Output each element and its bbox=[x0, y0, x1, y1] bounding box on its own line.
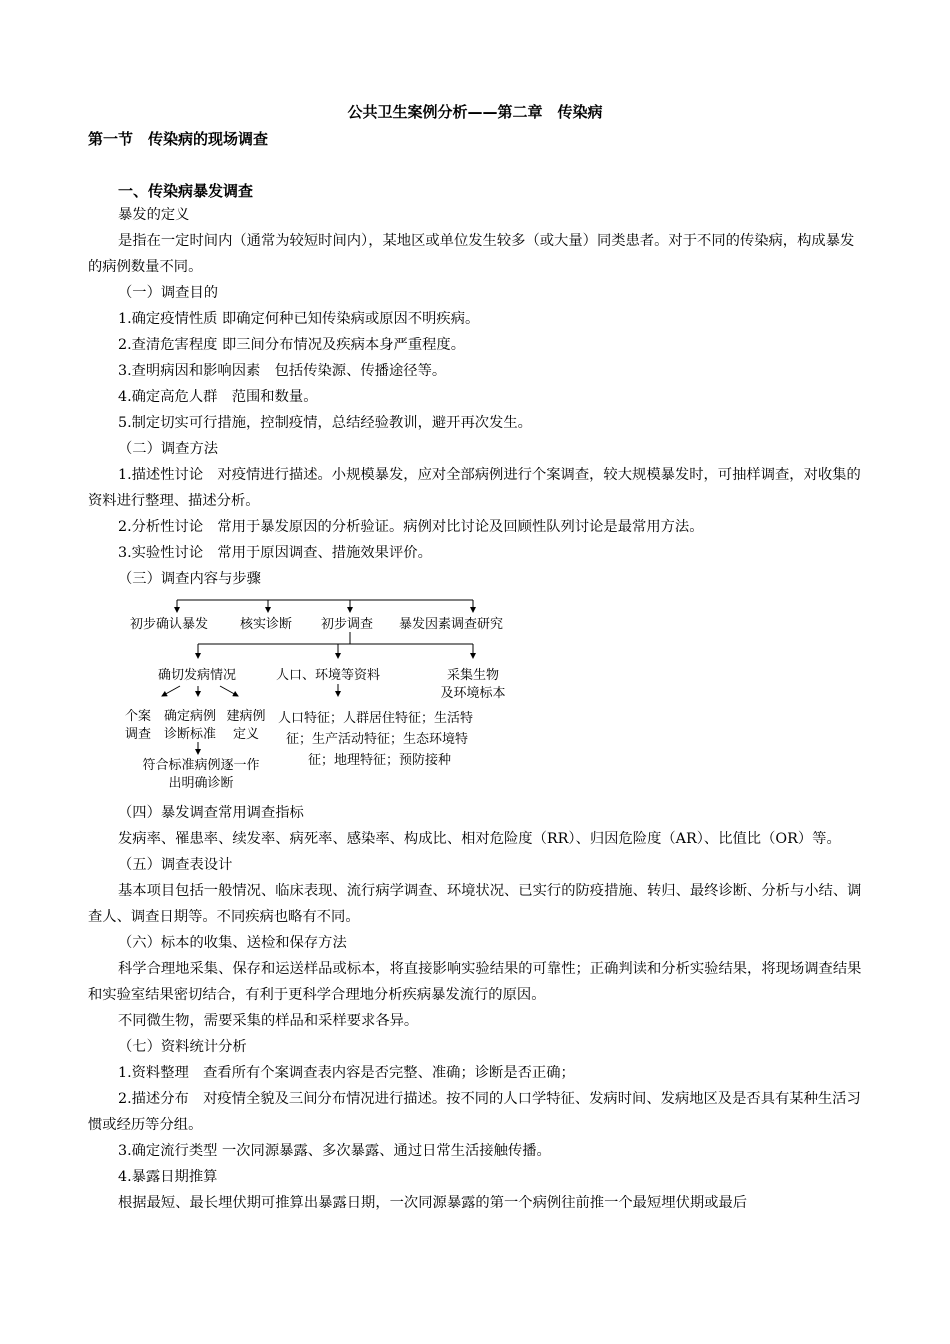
text-block-2 bbox=[88, 800, 863, 1216]
subheading: （六）标本的收集、送检和保存方法 bbox=[118, 935, 347, 951]
flow-node-collect-specimens bbox=[418, 667, 528, 703]
list-item: 3.查明病因和影响因素 包括传染源、传播途径等。 bbox=[118, 363, 447, 379]
paragraph: 基本项目包括一般情况、临床表现、流行病学调查、环境状况、已实行的防疫措施、转归、最终诊断、分析与小结、调查人、调查日期等。不同疾病也略有不同。 bbox=[88, 883, 862, 925]
flow-node-outbreak-factors: 暴发因素调查研究 bbox=[399, 617, 504, 632]
paragraph: 科学合理地采集、保存和运送样品或标本，将直接影响实验结果的可靠性；正确判读和分析实验结果，将现场调查结果和实验室结果密切结合，有利于更科学合理地分析疾病暴发流行的原因。 bbox=[88, 961, 862, 1003]
list-item: 4.暴露日期推算 bbox=[118, 1169, 218, 1185]
flow-node-incidence-situation: 确切发病情况 bbox=[158, 668, 237, 683]
flow-text-line: 采集生物 bbox=[446, 668, 499, 683]
list-item: 2.分析性讨论 常用于暴发原因的分析验证。病例对比讨论及回顾性队列讨论是最常用方法。 bbox=[118, 519, 704, 535]
flow-node-verify-diagnosis: 核实诊断 bbox=[240, 617, 293, 632]
flow-text-line: 定义 bbox=[232, 727, 259, 742]
subheading: （五）调查表设计 bbox=[118, 857, 233, 873]
list-item: 1.确定疫情性质 即确定何种已知传染病或原因不明疾病。 bbox=[118, 311, 480, 327]
flow-node-population-environment: 人口、环境等资料 bbox=[276, 668, 381, 683]
flow-text-line: 征；生产活动特征；生态环境特 bbox=[286, 732, 469, 747]
flow-node-diagnostic-criteria bbox=[160, 708, 220, 744]
flow-node-confirm-each-case bbox=[126, 757, 276, 793]
flow-node-case-investigation bbox=[120, 708, 156, 744]
subheading: （四）暴发调查常用调查指标 bbox=[118, 805, 304, 821]
investigation-flowchart bbox=[118, 592, 538, 804]
paragraph: 暴发的定义 bbox=[118, 207, 190, 223]
subheading: （二）调查方法 bbox=[118, 441, 219, 457]
subheading: （一）调查目的 bbox=[118, 285, 219, 301]
list-item: 2.查清危害程度 即三间分布情况及疾病本身严重程度。 bbox=[118, 337, 466, 353]
text-block-1 bbox=[88, 202, 863, 592]
flow-text-line: 出明确诊断 bbox=[168, 776, 234, 791]
flow-text-line: 及环境标本 bbox=[440, 686, 506, 701]
list-item: 3.确定流行类型 一次同源暴露、多次暴露、通过日常生活接触传播。 bbox=[118, 1143, 551, 1159]
flow-text-line: 个案 bbox=[124, 709, 151, 724]
flow-text-line: 征；地理特征；预防接种 bbox=[308, 753, 452, 768]
flow-text-line: 诊断标准 bbox=[163, 727, 216, 742]
list-item: 5.制定切实可行措施，控制疫情，总结经验教训，避开再次发生。 bbox=[118, 415, 532, 431]
document-title: 公共卫生案例分析——第二章 传染病 bbox=[347, 103, 603, 121]
paragraph: 发病率、罹患率、续发率、病死率、感染率、构成比、相对危险度（RR）、归因危险度（AR）、比值比（OR）等。 bbox=[118, 831, 841, 847]
list-item: 2.描述分布 对疫情全貌及三间分布情况进行描述。按不同的人口学特征、发病时间、发病地区及是否具有某种生活习惯或经历等分组。 bbox=[88, 1091, 861, 1133]
subheading: （七）资料统计分析 bbox=[118, 1039, 247, 1055]
flow-text-line: 符合标准病例逐一作 bbox=[142, 758, 260, 773]
flow-node-confirm-outbreak: 初步确认暴发 bbox=[130, 617, 209, 632]
list-item: 1.资料整理 查看所有个案调查表内容是否完整、准确；诊断是否正确； bbox=[118, 1065, 575, 1081]
flow-node-characteristics bbox=[278, 708, 473, 771]
flow-text-line: 人口特征；人群居住特征；生活特 bbox=[278, 711, 474, 726]
list-item: 4.确定高危人群 范围和数量。 bbox=[118, 389, 318, 405]
flow-text-line: 建病例 bbox=[226, 709, 266, 724]
heading-outbreak-investigation: 一、传染病暴发调查 bbox=[118, 182, 254, 200]
paragraph: 根据最短、最长埋伏期可推算出暴露日期，一次同源暴露的第一个病例往前推一个最短埋伏期或最后 bbox=[118, 1195, 748, 1211]
section-title: 第一节 传染病的现场调查 bbox=[88, 130, 269, 148]
flow-text-line: 调查 bbox=[124, 727, 151, 742]
list-item: 3.实验性讨论 常用于原因调查、措施效果评价。 bbox=[118, 545, 432, 561]
subheading: （三）调查内容与步骤 bbox=[118, 571, 261, 587]
flow-node-case-definition bbox=[222, 708, 270, 744]
paragraph: 是指在一定时间内（通常为较短时间内），某地区或单位发生较多（或大量）同类患者。对于不同的传染病，构成暴发的病例数量不同。 bbox=[88, 233, 855, 275]
list-item: 1.描述性讨论 对疫情进行描述。小规模暴发，应对全部病例进行个案调查，较大规模暴发时，可抽样调查，对收集的资料进行整理、描述分析。 bbox=[88, 467, 861, 509]
flow-text-line: 确定病例 bbox=[163, 709, 216, 724]
flow-node-initial-investigation: 初步调查 bbox=[321, 617, 374, 632]
paragraph: 不同微生物，需要采集的样品和采样要求各异。 bbox=[118, 1013, 419, 1029]
